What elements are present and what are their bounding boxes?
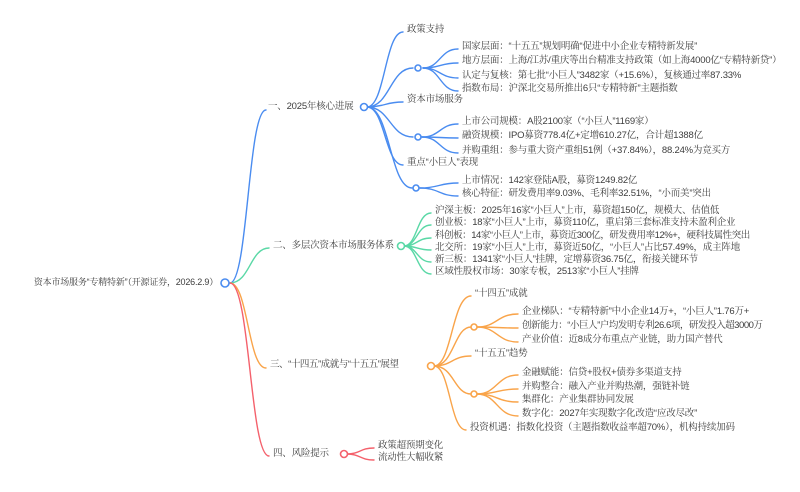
leaf-main-board[interactable]: 沪深主板：2025年16家“小巨人”上市，募资超150亿，规模大、估值低 xyxy=(435,204,720,216)
capital-market-toggle[interactable] xyxy=(415,134,421,140)
leaf-star-market[interactable]: 科创板：14家“小巨人”上市，募资近300亿，研发费用率12%+，硬科技属性突出 xyxy=(435,229,750,241)
leaf-policy-risk[interactable]: 政策超预期变化 xyxy=(378,439,444,451)
branch4-toggle[interactable] xyxy=(341,451,348,458)
branch4-edges xyxy=(230,283,374,460)
branch2-toggle[interactable] xyxy=(398,243,405,250)
leaf-local-level[interactable]: 地方层面：上海/江苏/重庆等出台精准支持政策（如上海4000亿“专精特新贷”） xyxy=(462,54,782,66)
leaf-digitalization[interactable]: 数字化：2027年实现数字化改造“应改尽改” xyxy=(522,407,698,419)
leaf-bse[interactable]: 北交所：19家“小巨人”上市，募资近50亿，“小巨人”占比57.49%，成主阵地 xyxy=(435,241,741,253)
leaf-financing-scale[interactable]: 融资规模：IPO募资778.4亿+定增610.27亿，合计超1388亿 xyxy=(462,129,703,141)
root-node-toggle[interactable] xyxy=(221,279,229,287)
leaf-liquidity-risk[interactable]: 流动性大幅收紧 xyxy=(378,451,444,463)
leaf-neeq[interactable]: 新三板：1341家“小巨人”挂牌，定增募资36.75亿，衔接关键环节 xyxy=(435,253,698,265)
leaf-core-traits[interactable]: 核心特征：研发费用率9.03%、毛利率32.51%，“小而美”突出 xyxy=(462,187,711,199)
leaf-innovation[interactable]: 创新能力：“小巨人”户均发明专利26.6项，研发投入超3000万 xyxy=(522,319,763,331)
leaf-ma-integration[interactable]: 并购整合：融入产业并购热潮，强链补链 xyxy=(522,380,690,392)
leaf-financial-support[interactable]: 金融赋能：信贷+股权+债券多渠道支持 xyxy=(522,366,682,378)
node-capital-market-service[interactable]: 资本市场服务 xyxy=(407,93,463,105)
branch2-label[interactable]: 二、多层次资本市场服务体系 xyxy=(273,239,394,251)
policy-support-toggle[interactable] xyxy=(415,65,421,71)
leaf-chinext[interactable]: 创业板：18家“小巨人”上市，募资110亿，重启第三套标准支持未盈利企业 xyxy=(435,216,736,228)
branch3-label[interactable]: 三、“十四五”成就与“十五五”展望 xyxy=(270,358,399,370)
leaf-industry-value[interactable]: 产业价值：近8成分布重点产业链，助力国产替代 xyxy=(522,333,723,345)
branch1-label[interactable]: 一、2025年核心进展 xyxy=(268,100,354,112)
branch4-label[interactable]: 四、风险提示 xyxy=(273,447,329,459)
leaf-listing-status[interactable]: 上市情况：142家登陆A股，募资1249.82亿 xyxy=(462,174,638,186)
key-giants-toggle[interactable] xyxy=(413,185,419,191)
leaf-investment-opportunity[interactable]: 投资机遇：指数化投资（主题指数收益率超70%），机构持续加码 xyxy=(470,421,735,433)
node-policy-support[interactable]: 政策支持 xyxy=(407,23,445,35)
node-15th-plan-trends[interactable]: “十五五”趋势 xyxy=(475,347,528,359)
leaf-regional-equity[interactable]: 区域性股权市场：30家专板，2513家“小巨人”挂牌 xyxy=(435,265,639,277)
14th-plan-toggle[interactable] xyxy=(471,324,477,330)
leaf-enterprise-tiers[interactable]: 企业梯队：“专精特新”中小企业14万+，“小巨人”1.76万+ xyxy=(522,305,750,317)
leaf-clustering[interactable]: 集群化：产业集群协同发展 xyxy=(522,393,634,405)
leaf-ma-restructuring[interactable]: 并购重组：参与重大资产重组51例（+37.84%），88.24%为竞买方 xyxy=(462,144,731,156)
node-key-giants[interactable]: 重点“小巨人”表现 xyxy=(407,156,479,168)
node-14th-plan-achievements[interactable]: “十四五”成就 xyxy=(475,287,528,299)
branch3-toggle[interactable] xyxy=(428,363,435,370)
leaf-listed-scale[interactable]: 上市公司规模：A股2100家（“小巨人”1169家） xyxy=(462,115,654,127)
leaf-index-layout[interactable]: 指数布局：沪深北交易所推出6只“专精特新”主题指数 xyxy=(462,82,678,94)
branch1-toggle[interactable] xyxy=(361,104,368,111)
root-node[interactable]: 资本市场服务“专精特新”（开源证券，2026.2.9） xyxy=(33,277,218,288)
15th-plan-toggle[interactable] xyxy=(471,391,477,397)
leaf-national-level[interactable]: 国家层面：“十五五”规划明确“促进中小企业专精特新发展” xyxy=(462,40,698,52)
leaf-certification[interactable]: 认定与复核：第七批“小巨人”3482家（+15.6%），复核通过率87.33% xyxy=(462,69,742,81)
